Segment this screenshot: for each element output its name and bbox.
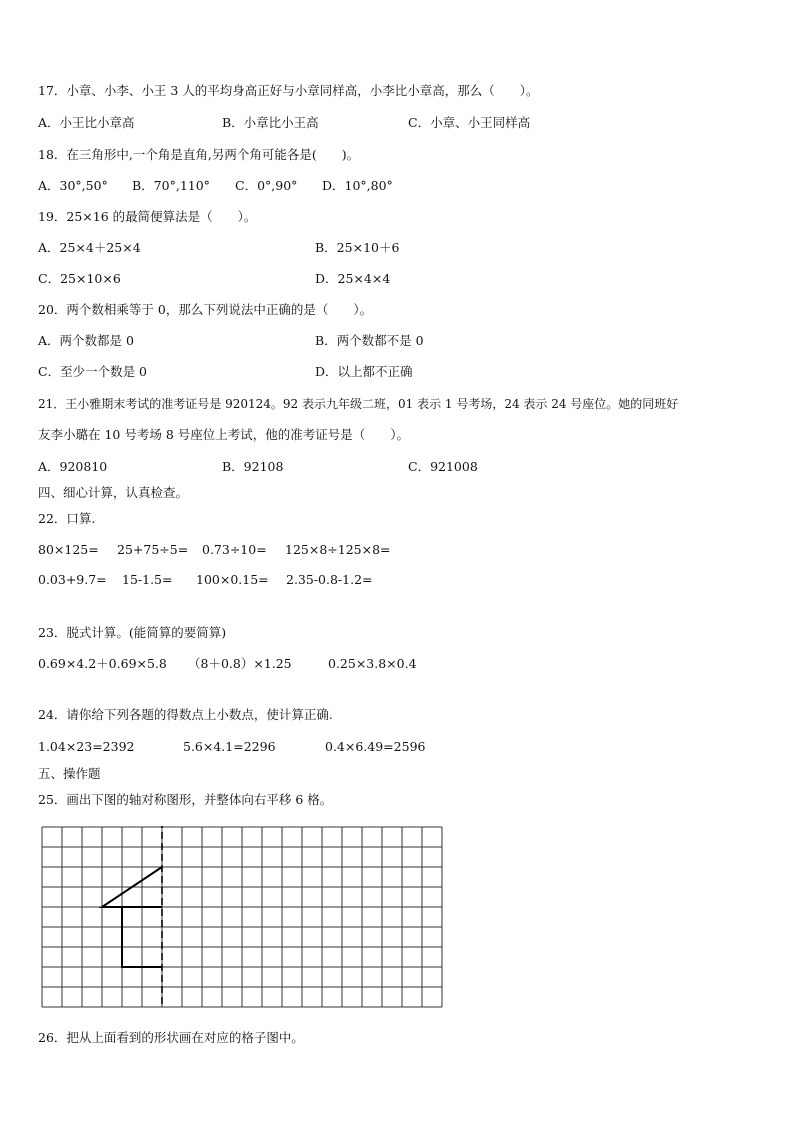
q22-item: 15-1.5= (122, 572, 173, 587)
q18-option-d: D．10°,80° (322, 178, 393, 193)
q21-option-b: B．92108 (222, 459, 284, 474)
q22-item: 0.03+9.7= (38, 572, 107, 587)
q20-option-b: B．两个数都不是 0 (315, 333, 424, 348)
q22-item: 125×8÷125×8= (285, 542, 391, 557)
q22-item: 25+75÷5= (117, 542, 189, 557)
q22-item: 0.73÷10= (202, 542, 267, 557)
q21-option-a: A．920810 (38, 459, 108, 474)
q19-stem: 19．25×16 的最简便算法是（ ）。 (38, 209, 257, 224)
q19-option-b: B．25×10＋6 (315, 240, 400, 255)
q17-stem: 17．小章、小李、小王 3 人的平均身高正好与小章同样高，小李比小章高，那么（ ）。 (38, 83, 539, 98)
q24-item: 5.6×4.1=2296 (183, 739, 276, 754)
q18-option-c: C．0°,90° (235, 178, 298, 193)
q22-stem: 22．口算. (38, 511, 96, 526)
q20-option-d: D．以上都不正确 (315, 364, 413, 379)
q24-item: 1.04×23=2392 (38, 739, 135, 754)
section4-title: 四、细心计算，认真检查。 (38, 485, 189, 500)
q24-item: 0.4×6.49=2596 (325, 739, 426, 754)
q22-item: 80×125= (38, 542, 99, 557)
q23-item: （8＋0.8）×1.25 (188, 656, 292, 671)
q21-option-c: C．921008 (408, 459, 478, 474)
section5-title: 五、操作题 (38, 766, 101, 781)
q20-option-c: C．至少一个数是 0 (38, 364, 147, 379)
q20-stem: 20．两个数相乘等于 0，那么下列说法中正确的是（ ）。 (38, 302, 373, 317)
q22-item: 100×0.15= (196, 572, 269, 587)
q19-option-a: A．25×4＋25×4 (38, 240, 141, 255)
drawing-grid (41, 826, 447, 1008)
q21-stem-line1: 21．王小雅期末考试的准考证号是 920124。92 表示九年级二班，01 表示 1 号考场，24 表示 24 号座位。她的同班好 (38, 397, 679, 411)
q18-option-b: B．70°,110° (132, 178, 210, 193)
q18-option-a: A．30°,50° (38, 178, 108, 193)
q17-option-a: A．小王比小章高 (38, 115, 135, 130)
q21-stem-line2: 友李小璐在 10 号考场 8 号座位上考试，他的准考证号是（ ）。 (38, 427, 410, 442)
q22-item: 2.35-0.8-1.2= (286, 572, 373, 587)
q20-option-a: A．两个数都是 0 (38, 333, 134, 348)
q19-option-c: C．25×10×6 (38, 271, 121, 286)
q18-stem: 18．在三角形中,一个角是直角,另两个角可能各是( )。 (38, 147, 360, 162)
q25-stem: 25．画出下图的轴对称图形，并整体向右平移 6 格。 (38, 792, 333, 807)
q17-option-c: C．小章、小王同样高 (408, 115, 531, 130)
q24-stem: 24．请你给下列各题的得数点上小数点，使计算正确. (38, 707, 333, 722)
q23-item: 0.69×4.2＋0.69×5.8 (38, 656, 167, 671)
q23-stem: 23．脱式计算。(能简算的要简算) (38, 625, 227, 640)
q19-option-d: D．25×4×4 (315, 271, 391, 286)
q26-stem: 26．把从上面看到的形状画在对应的格子图中。 (38, 1030, 304, 1045)
q17-option-b: B．小章比小王高 (222, 115, 319, 130)
q23-item: 0.25×3.8×0.4 (328, 656, 417, 671)
